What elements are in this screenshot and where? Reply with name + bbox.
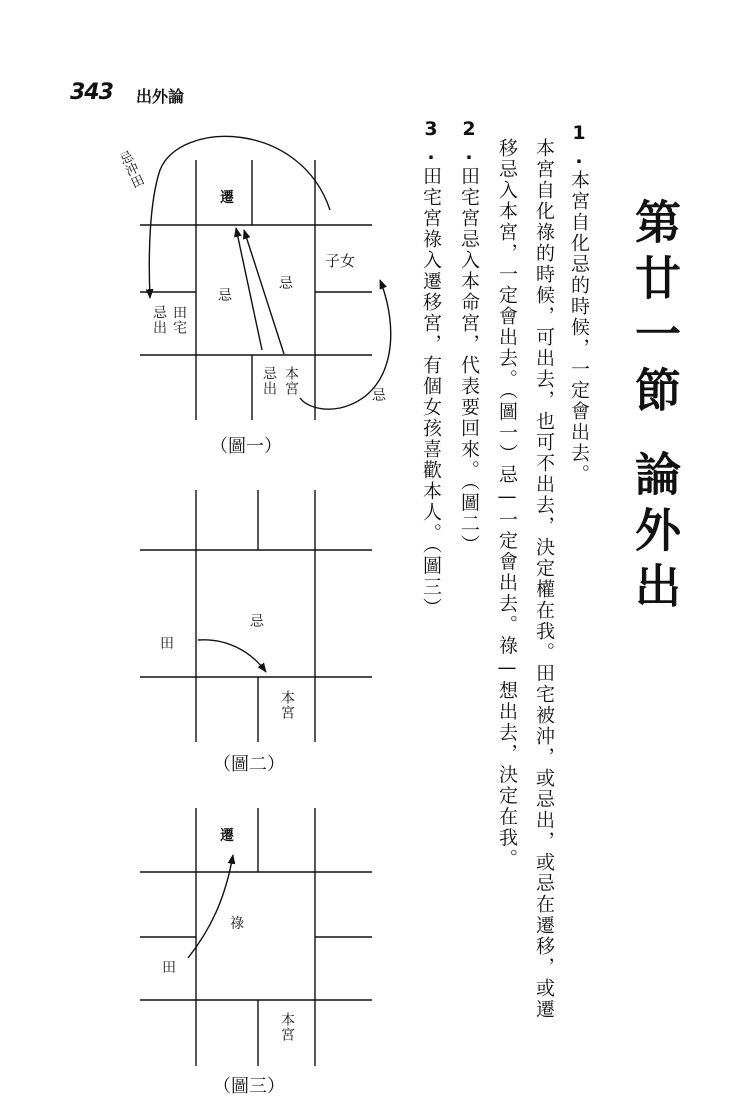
fig2-label-bengong: 本宮: [279, 690, 295, 720]
chapter-heading-part1: 第廿一節: [628, 198, 682, 422]
fig3-arrow: [188, 855, 233, 958]
chapter-heading-part2: 論外出: [628, 450, 682, 618]
paragraph-2-number: 2.: [458, 118, 480, 166]
fig2-caption: （圖二）: [213, 754, 285, 775]
fig1-label-ji-left: 忌: [218, 288, 232, 304]
fig1-label-ji-right: 忌: [279, 276, 293, 292]
paragraph-3-text: 田宅宮祿入遷移宮，有個女孩喜歡本人。（圖三）: [420, 166, 442, 619]
fig1-label-zinu: 子女: [325, 252, 356, 270]
fig1-label-tianzhai: 田宅: [171, 305, 187, 335]
page-number: 343: [70, 80, 113, 105]
paragraph-1-title-text: 本宮自化忌的時候，一定會出去。: [568, 170, 590, 485]
paragraph-1-body-line1: 本宮自化祿的時候，可出去，也可不出去，決定權在我。田宅被沖，或忌出，或忌在遷移，或遷: [533, 138, 555, 1020]
paragraph-2-text: 田宅宮忌入本命宮，代表要回來。（圖二）: [458, 166, 480, 556]
fig1-label-qian: 遷: [220, 190, 234, 206]
fig1-label-bengong: 本宮: [283, 366, 299, 396]
fig1-caption: （圖一）: [210, 436, 282, 457]
fig1-label-tianzhai-jichu: 忌出: [151, 305, 167, 335]
paragraph-1-number: 1.: [568, 122, 590, 170]
fig1-label-bengong-jichu: 忌出: [261, 366, 277, 396]
fig3-label-bengong: 本宮: [279, 1012, 295, 1042]
running-title: 出外論: [136, 87, 185, 106]
fig3-label-lu: 祿: [230, 916, 244, 932]
fig2-label-tian: 田: [160, 636, 174, 652]
fig3-label-qian: 遷: [220, 828, 234, 844]
fig1-label-chong: 忌沖田: [115, 149, 146, 191]
fig1-label-outer-ji: 忌: [372, 388, 386, 404]
fig2-label-ji: 忌: [250, 614, 264, 630]
fig3-label-tian: 田: [162, 960, 176, 976]
paragraph-1-body-line2: 移忌入本宮，一定會出去。（圖一）忌—一定會出去。祿—想出去，決定在我。: [496, 138, 518, 870]
fig3-caption: （圖三）: [213, 1076, 285, 1097]
paragraph-3-number: 3.: [420, 118, 442, 166]
